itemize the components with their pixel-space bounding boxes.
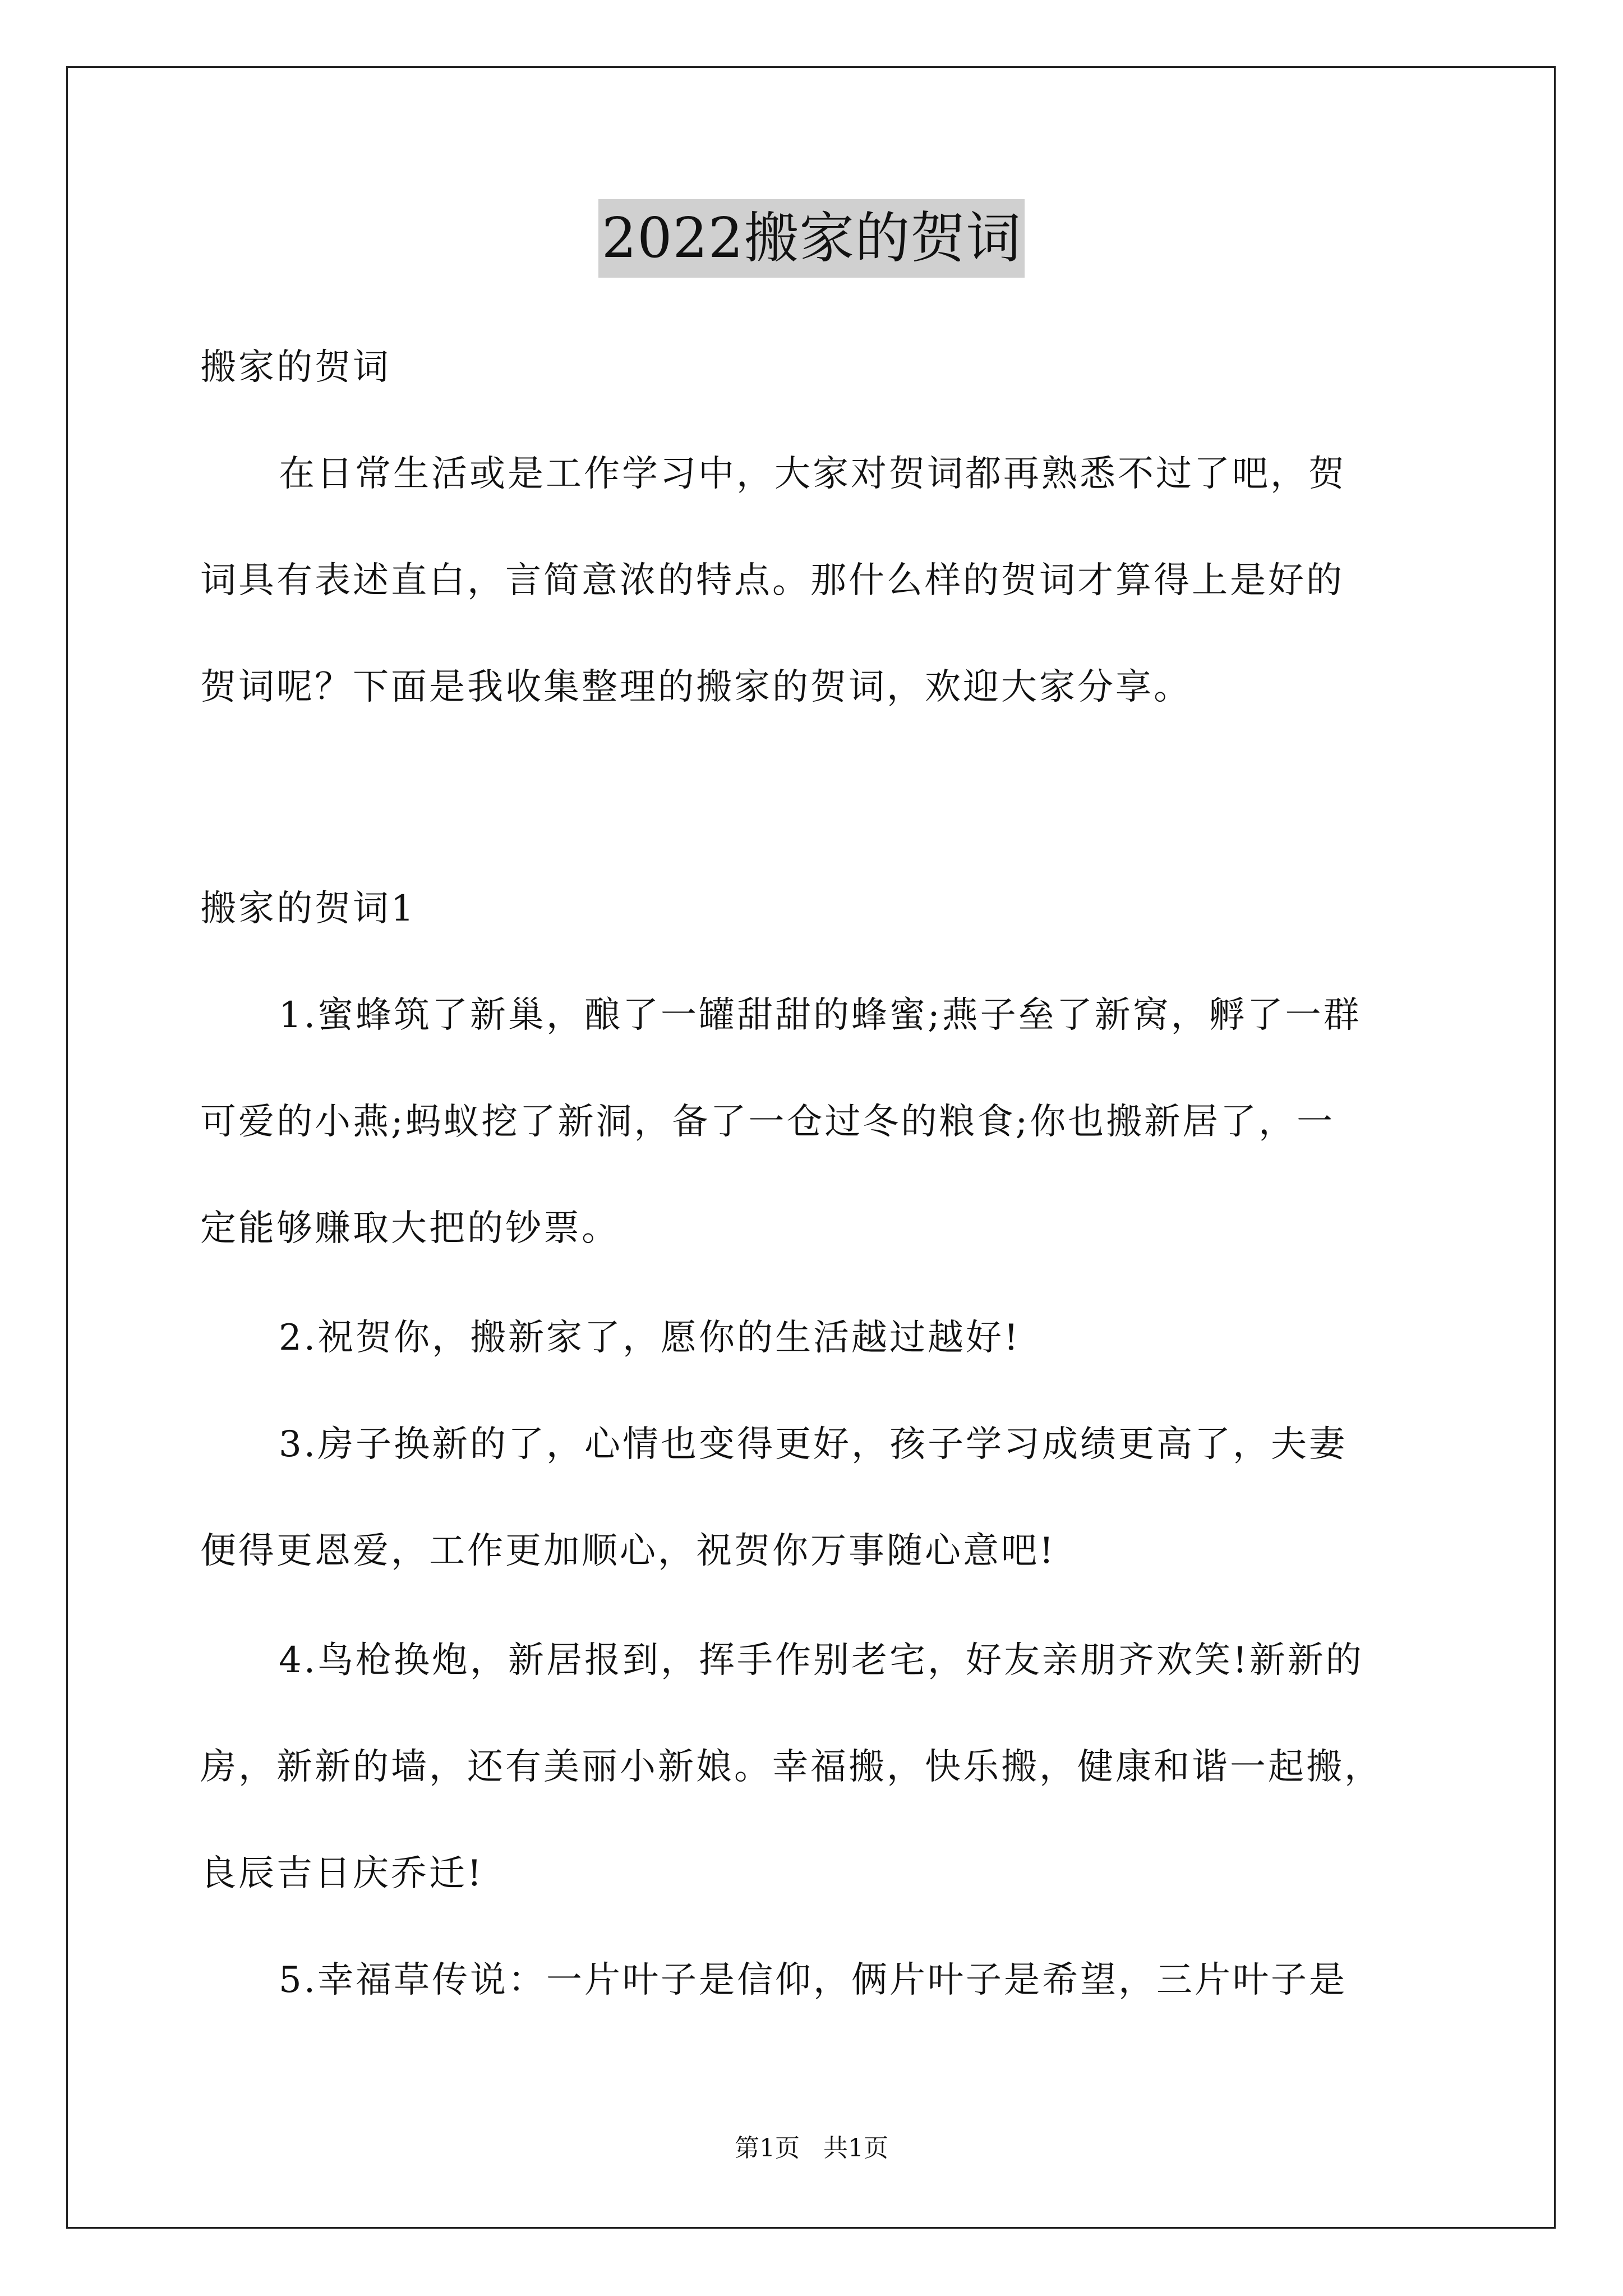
paragraph-line: 可爱的小燕;蚂蚁挖了新洞，备了一仓过冬的粮食;你也搬新居了，一 [200,1101,1335,1143]
title-container [0,199,1623,278]
paragraph-line: 3.房子换新的了，心情也变得更好，孩子学习成绩更高了，夫妻 [279,1424,1348,1465]
page-number: 第1页 [735,2134,800,2162]
paragraph-line: 房，新新的墙，还有美丽小新娘。幸福搬，快乐搬，健康和谐一起搬， [200,1746,1382,1788]
paragraph-line: 5.幸福草传说：一片叶子是信仰，俩片叶子是希望，三片叶子是 [279,1959,1348,2001]
paragraph-line: 2.祝贺你，搬新家了，愿你的生活越过越好! [279,1317,1021,1359]
paragraph-line: 在日常生活或是工作学习中，大家对贺词都再熟悉不过了吧，贺 [279,453,1347,495]
paragraph-line: 便得更恩爱，工作更加顺心，祝贺你万事随心意吧! [200,1530,1056,1572]
page-footer [0,2132,1623,2165]
paragraph-line: 词具有表述直白，言简意浓的特点。那什么样的贺词才算得上是好的 [200,560,1344,601]
paragraph-line: 良辰吉日庆乔迁! [200,1853,484,1894]
paragraph-line: 定能够赚取大把的钞票。 [200,1208,620,1249]
paragraph-line: 贺词呢？下面是我收集整理的搬家的贺词，欢迎大家分享。 [200,666,1192,708]
paragraph-line: 1.蜜蜂筑了新巢，酿了一罐甜甜的蜂蜜;燕子垒了新窝，孵了一群 [279,995,1362,1036]
page-border [66,66,1556,2229]
page-total: 共1页 [823,2134,888,2162]
section-heading: 搬家的贺词1 [200,888,416,930]
section-heading: 搬家的贺词 [200,347,391,388]
document-title: 2022搬家的贺词 [598,199,1025,278]
paragraph-line: 4.鸟枪换炮，新居报到，挥手作别老宅，好友亲朋齐欢笑!新新的 [279,1640,1364,1681]
